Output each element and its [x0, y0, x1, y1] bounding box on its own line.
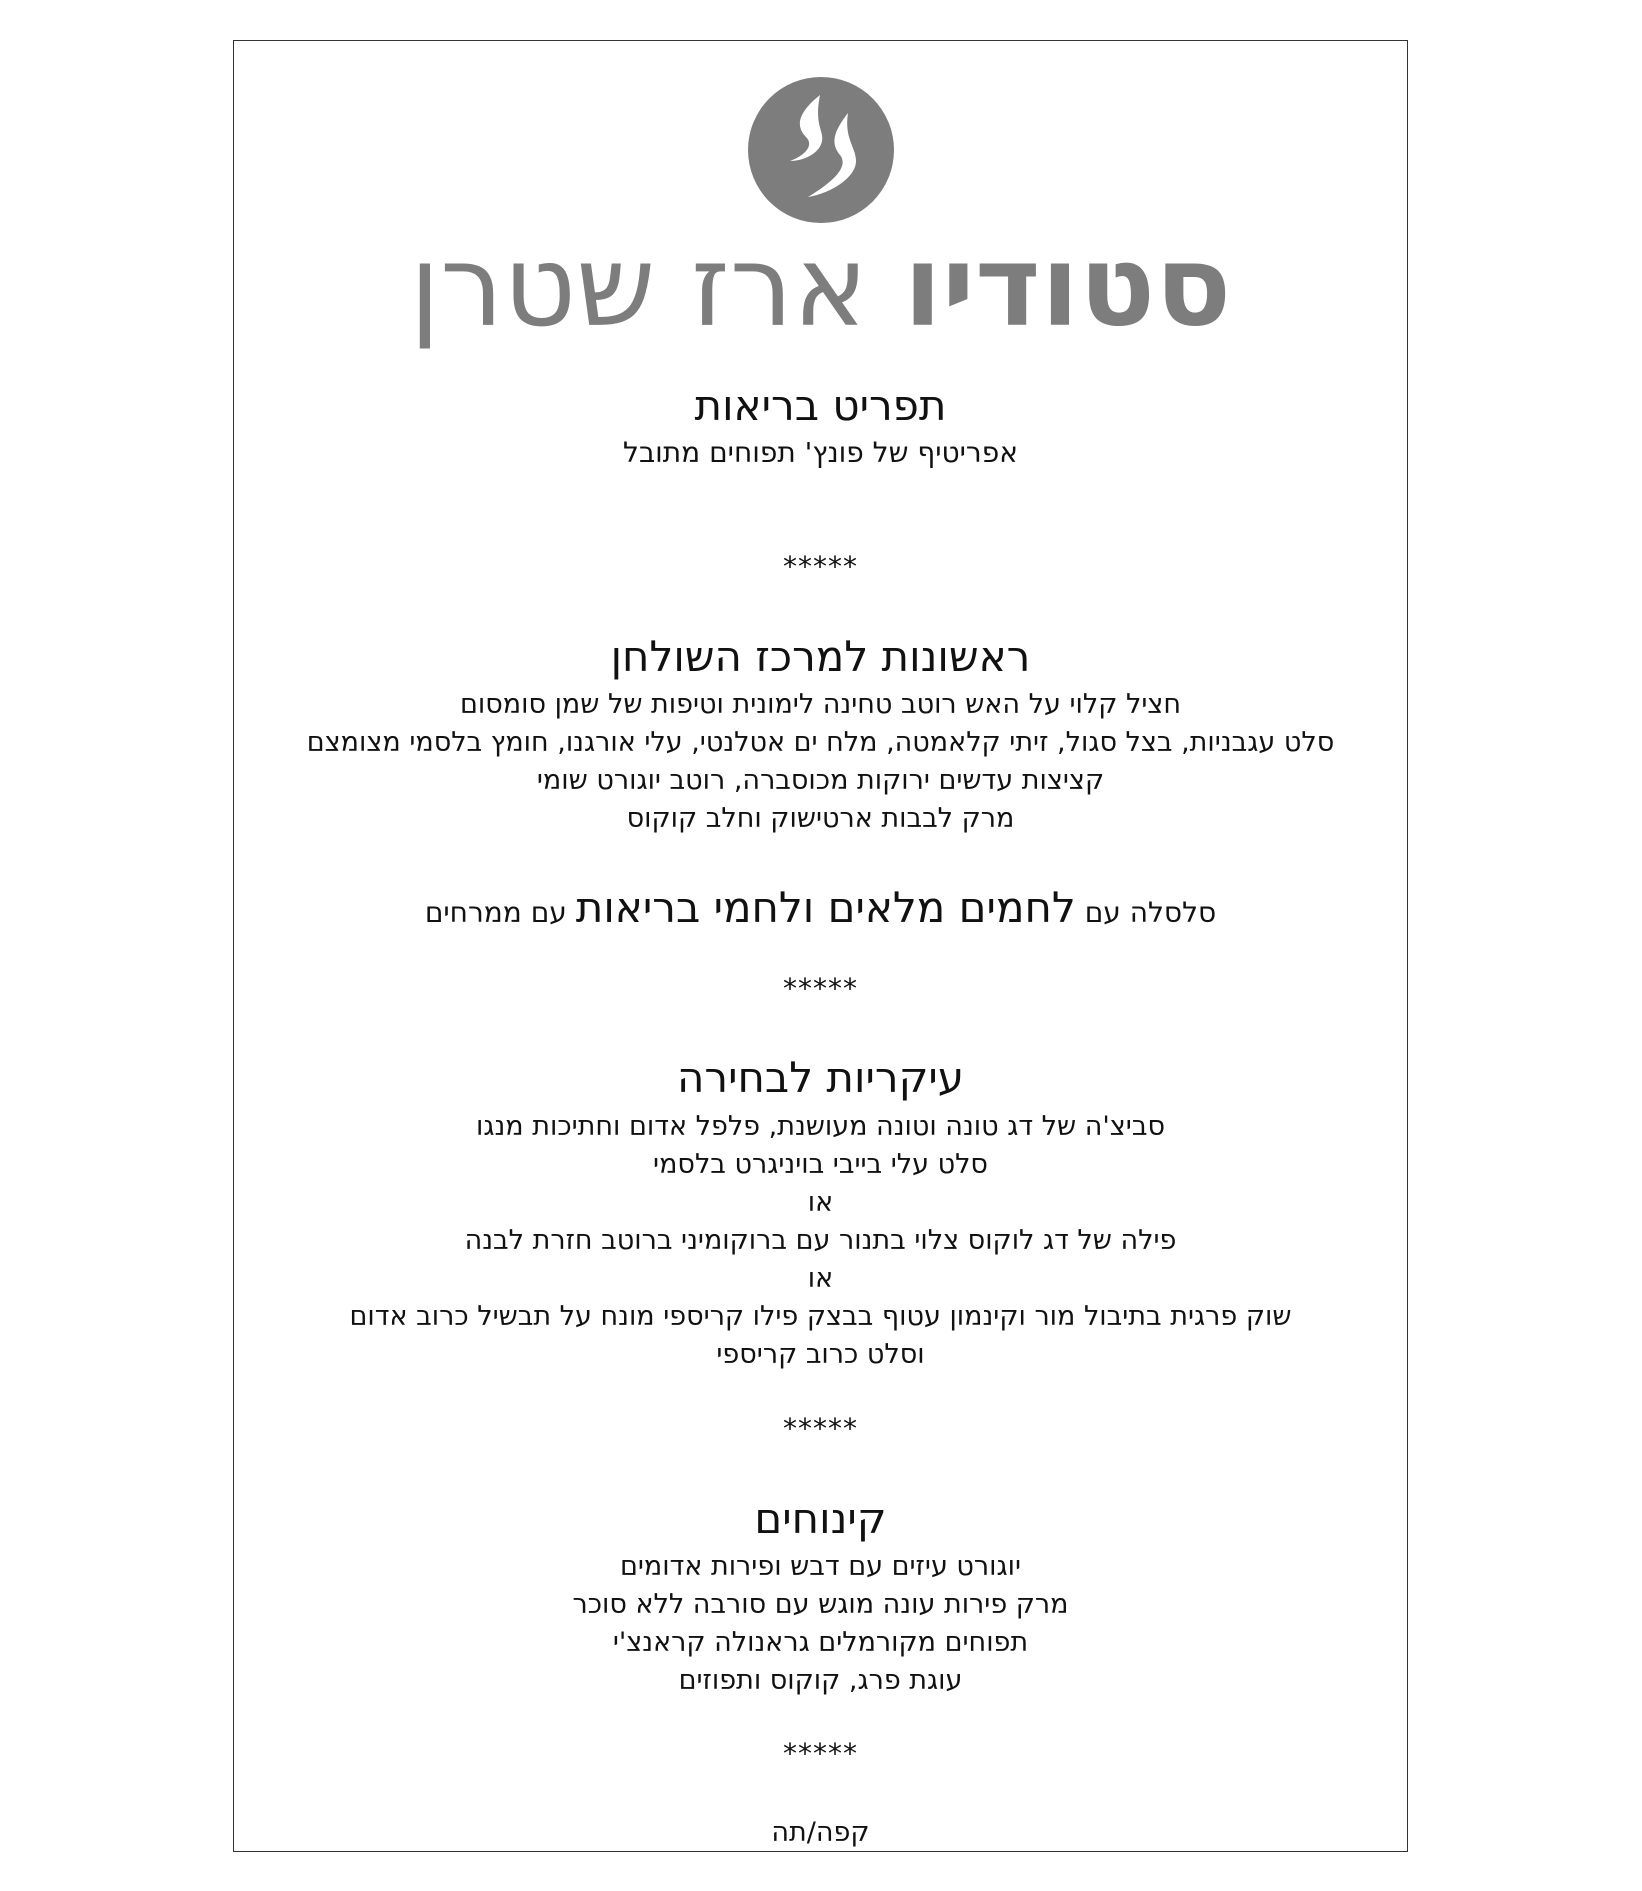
flame-logo-icon: [748, 77, 894, 223]
logo: [234, 77, 1407, 227]
main-line: שוק פרגית בתיבול מור וקינמון עטוף בבצק פילו קריספי מונח על תבשיל כרוב אדום: [349, 1301, 1292, 1332]
menu-page: [233, 40, 1408, 1852]
main-line: סלט עלי בייבי בויניגרט בלסמי: [653, 1149, 988, 1180]
starters-heading: ראשונות למרכז השולחן: [610, 632, 1031, 681]
main-line: סביצ'ה של דג טונה וטונה מעושנת, פלפל אדום וחתיכות מנגו: [476, 1111, 1165, 1142]
dessert-item: מרק פירות עונה מוגש עם סורבה ללא סוכר: [572, 1589, 1069, 1620]
main-or: או: [807, 1187, 834, 1218]
separator: *****: [783, 1412, 858, 1445]
dessert-item: תפוחים מקורמלים גראנולה קראנצ'י: [612, 1627, 1029, 1658]
dessert-item: יוגורט עיזים עם דבש ופירות אדומים: [619, 1551, 1022, 1582]
main-or: או: [807, 1263, 834, 1294]
aperitif-line: אפריטיף של פונץ' תפוחים מתובל: [623, 436, 1018, 469]
main-line: פילה של דג לוקוס צלוי בתנור עם ברוקומיני ברוטב חזרת לבנה: [464, 1225, 1177, 1256]
studio-name-light: ארז שטרן: [409, 222, 868, 352]
separator: *****: [783, 972, 858, 1005]
bread-highlight: לחמים מלאים ולחמי בריאות: [575, 883, 1076, 932]
starter-item: קציצות עדשים ירוקות מכוסברה, רוטב יוגורט שומי: [536, 765, 1105, 796]
separator: *****: [783, 1737, 858, 1770]
mains-heading: עיקריות לבחירה: [676, 1053, 965, 1102]
separator: *****: [783, 550, 858, 583]
studio-name-bold: סטודיו: [903, 222, 1232, 352]
starter-item: סלט עגבניות, בצל סגול, זיתי קלאמטה, מלח ים אטלנטי, עלי אורגנו, חומץ בלסמי מצומצם: [306, 727, 1335, 758]
studio-name: [234, 217, 1407, 357]
bread-suffix: עם ממרחים: [424, 896, 567, 929]
bread-basket-line: [234, 883, 1407, 938]
menu-title: תפריט בריאות: [694, 381, 947, 430]
drinks-line: קפה/תה: [771, 1817, 870, 1848]
bread-prefix: סלסלה עם: [1084, 896, 1217, 929]
starter-item: חציל קלוי על האש רוטב טחינה לימונית וטיפות של שמן סומסום: [459, 689, 1182, 720]
starter-item: מרק לבבות ארטישוק וחלב קוקוס: [626, 803, 1015, 834]
dessert-item: עוגת פרג, קוקוס ותפוזים: [678, 1665, 963, 1696]
desserts-heading: קינוחים: [754, 1494, 887, 1543]
main-line: וסלט כרוב קריספי: [716, 1339, 925, 1370]
